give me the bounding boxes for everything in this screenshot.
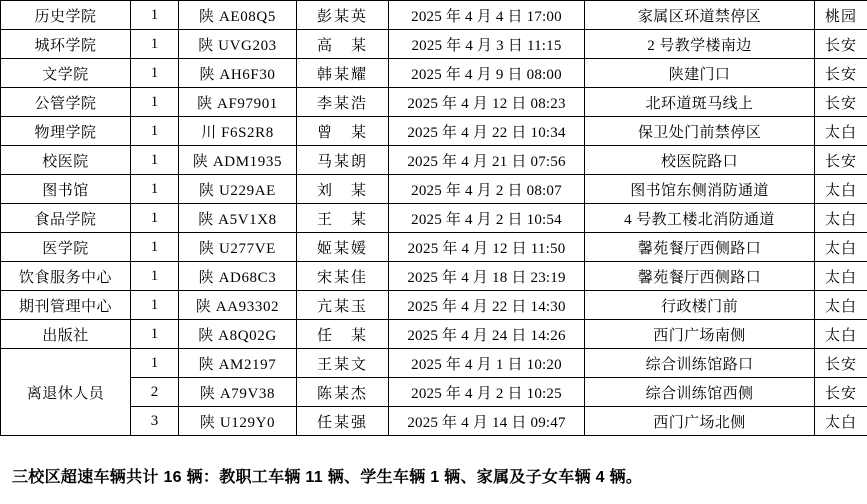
cell-count-value: 1 bbox=[131, 320, 179, 349]
cell-location: 图书馆东侧消防通道 bbox=[585, 175, 815, 204]
cell-plate-number: 陕 U129Y0 bbox=[179, 407, 297, 436]
cell-person-name: 高 某 bbox=[297, 30, 389, 59]
cell-campus: 太白 bbox=[815, 204, 867, 233]
cell-datetime: 2025 年 4 月 21 日 07:56 bbox=[389, 146, 585, 175]
cell-plate-number: 陕 AD68C3 bbox=[179, 262, 297, 291]
cell-campus: 太白 bbox=[815, 117, 867, 146]
cell-plate-number: 陕 A79V38 bbox=[179, 378, 297, 407]
cell-person-name: 马某朗 bbox=[297, 146, 389, 175]
cell-person-name: 姬某媛 bbox=[297, 233, 389, 262]
table-row bbox=[1, 320, 867, 349]
cell-department: 出版社 bbox=[1, 320, 131, 349]
cell-department: 离退休人员 bbox=[1, 349, 131, 436]
cell-plate-number: 川 F6S2R8 bbox=[179, 117, 297, 146]
cell-location: 陕建门口 bbox=[585, 59, 815, 88]
cell-department: 历史学院 bbox=[1, 1, 131, 30]
cell-department: 物理学院 bbox=[1, 117, 131, 146]
cell-person-name: 韩某耀 bbox=[297, 59, 389, 88]
cell-plate-number: 陕 AE08Q5 bbox=[179, 1, 297, 30]
cell-location: 综合训练馆路口 bbox=[585, 349, 815, 378]
cell-campus: 长安 bbox=[815, 88, 867, 117]
table-row bbox=[1, 262, 867, 291]
cell-campus: 太白 bbox=[815, 233, 867, 262]
cell-count-value: 2 bbox=[131, 378, 179, 407]
cell-count-value: 1 bbox=[131, 1, 179, 30]
cell-person-name: 王某文 bbox=[297, 349, 389, 378]
cell-datetime: 2025 年 4 月 22 日 10:34 bbox=[389, 117, 585, 146]
cell-count-value: 1 bbox=[131, 175, 179, 204]
cell-datetime: 2025 年 4 月 22 日 14:30 bbox=[389, 291, 585, 320]
cell-count-value: 1 bbox=[131, 30, 179, 59]
cell-datetime: 2025 年 4 月 1 日 10:20 bbox=[389, 349, 585, 378]
cell-count-value: 1 bbox=[131, 204, 179, 233]
violation-table-body bbox=[1, 1, 867, 436]
cell-department: 食品学院 bbox=[1, 204, 131, 233]
cell-department: 医学院 bbox=[1, 233, 131, 262]
cell-department: 校医院 bbox=[1, 146, 131, 175]
cell-plate-number: 陕 AA93302 bbox=[179, 291, 297, 320]
cell-datetime: 2025 年 4 月 18 日 23:19 bbox=[389, 262, 585, 291]
cell-person-name: 王 某 bbox=[297, 204, 389, 233]
cell-count-value: 1 bbox=[131, 88, 179, 117]
cell-count-value: 1 bbox=[131, 349, 179, 378]
table-row bbox=[1, 204, 867, 233]
cell-datetime: 2025 年 4 月 2 日 10:25 bbox=[389, 378, 585, 407]
cell-person-name: 彭某英 bbox=[297, 1, 389, 30]
cell-department: 期刊管理中心 bbox=[1, 291, 131, 320]
table-row bbox=[1, 291, 867, 320]
cell-location: 行政楼门前 bbox=[585, 291, 815, 320]
cell-datetime: 2025 年 4 月 24 日 14:26 bbox=[389, 320, 585, 349]
table-row bbox=[1, 30, 867, 59]
cell-plate-number: 陕 ADM1935 bbox=[179, 146, 297, 175]
cell-datetime: 2025 年 4 月 14 日 09:47 bbox=[389, 407, 585, 436]
cell-datetime: 2025 年 4 月 2 日 10:54 bbox=[389, 204, 585, 233]
cell-location: 馨苑餐厅西侧路口 bbox=[585, 262, 815, 291]
cell-campus: 长安 bbox=[815, 59, 867, 88]
cell-department: 文学院 bbox=[1, 59, 131, 88]
cell-campus: 太白 bbox=[815, 262, 867, 291]
cell-datetime: 2025 年 4 月 12 日 08:23 bbox=[389, 88, 585, 117]
summary-note: 三校区超速车辆共计 16 辆：教职工车辆 11 辆、学生车辆 1 辆、家属及子女车辆 4 辆。 bbox=[0, 446, 867, 504]
cell-campus: 长安 bbox=[815, 349, 867, 378]
cell-department: 图书馆 bbox=[1, 175, 131, 204]
cell-datetime: 2025 年 4 月 12 日 11:50 bbox=[389, 233, 585, 262]
table-row bbox=[1, 378, 867, 407]
table-row bbox=[1, 117, 867, 146]
cell-plate-number: 陕 AM2197 bbox=[179, 349, 297, 378]
cell-department: 饮食服务中心 bbox=[1, 262, 131, 291]
table-row bbox=[1, 349, 867, 378]
cell-location: 西门广场北侧 bbox=[585, 407, 815, 436]
table-summary-gap bbox=[0, 436, 867, 446]
cell-campus: 长安 bbox=[815, 378, 867, 407]
cell-count-value: 1 bbox=[131, 262, 179, 291]
cell-department: 公管学院 bbox=[1, 88, 131, 117]
cell-count-value: 1 bbox=[131, 146, 179, 175]
cell-location: 保卫处门前禁停区 bbox=[585, 117, 815, 146]
cell-location: 4 号教工楼北消防通道 bbox=[585, 204, 815, 233]
cell-campus: 长安 bbox=[815, 30, 867, 59]
cell-location: 西门广场南侧 bbox=[585, 320, 815, 349]
cell-location: 家属区环道禁停区 bbox=[585, 1, 815, 30]
cell-datetime: 2025 年 4 月 2 日 08:07 bbox=[389, 175, 585, 204]
cell-count-value: 1 bbox=[131, 59, 179, 88]
cell-datetime: 2025 年 4 月 9 日 08:00 bbox=[389, 59, 585, 88]
table-row bbox=[1, 175, 867, 204]
cell-campus: 太白 bbox=[815, 320, 867, 349]
table-row bbox=[1, 88, 867, 117]
table-row bbox=[1, 407, 867, 436]
cell-datetime: 2025 年 4 月 3 日 11:15 bbox=[389, 30, 585, 59]
cell-count-value: 3 bbox=[131, 407, 179, 436]
cell-plate-number: 陕 A5V1X8 bbox=[179, 204, 297, 233]
cell-location: 综合训练馆西侧 bbox=[585, 378, 815, 407]
cell-count-value: 1 bbox=[131, 233, 179, 262]
cell-count-value: 1 bbox=[131, 117, 179, 146]
cell-count-value: 1 bbox=[131, 291, 179, 320]
cell-plate-number: 陕 UVG203 bbox=[179, 30, 297, 59]
cell-person-name: 陈某杰 bbox=[297, 378, 389, 407]
table-row bbox=[1, 1, 867, 30]
cell-person-name: 曾 某 bbox=[297, 117, 389, 146]
cell-campus: 太白 bbox=[815, 291, 867, 320]
cell-plate-number: 陕 AF97901 bbox=[179, 88, 297, 117]
cell-person-name: 刘 某 bbox=[297, 175, 389, 204]
table-row bbox=[1, 233, 867, 262]
cell-campus: 长安 bbox=[815, 146, 867, 175]
table-row bbox=[1, 146, 867, 175]
cell-person-name: 李某浩 bbox=[297, 88, 389, 117]
cell-location: 2 号教学楼南边 bbox=[585, 30, 815, 59]
cell-person-name: 亢某玉 bbox=[297, 291, 389, 320]
cell-person-name: 宋某佳 bbox=[297, 262, 389, 291]
cell-campus: 桃园 bbox=[815, 1, 867, 30]
cell-campus: 太白 bbox=[815, 407, 867, 436]
cell-datetime: 2025 年 4 月 4 日 17:00 bbox=[389, 1, 585, 30]
cell-campus: 太白 bbox=[815, 175, 867, 204]
cell-plate-number: 陕 AH6F30 bbox=[179, 59, 297, 88]
table-row bbox=[1, 59, 867, 88]
cell-person-name: 任 某 bbox=[297, 320, 389, 349]
cell-plate-number: 陕 U229AE bbox=[179, 175, 297, 204]
cell-location: 馨苑餐厅西侧路口 bbox=[585, 233, 815, 262]
cell-department: 城环学院 bbox=[1, 30, 131, 59]
cell-location: 校医院路口 bbox=[585, 146, 815, 175]
cell-location: 北环道斑马线上 bbox=[585, 88, 815, 117]
cell-person-name: 任某强 bbox=[297, 407, 389, 436]
cell-plate-number: 陕 A8Q02G bbox=[179, 320, 297, 349]
cell-plate-number: 陕 U277VE bbox=[179, 233, 297, 262]
